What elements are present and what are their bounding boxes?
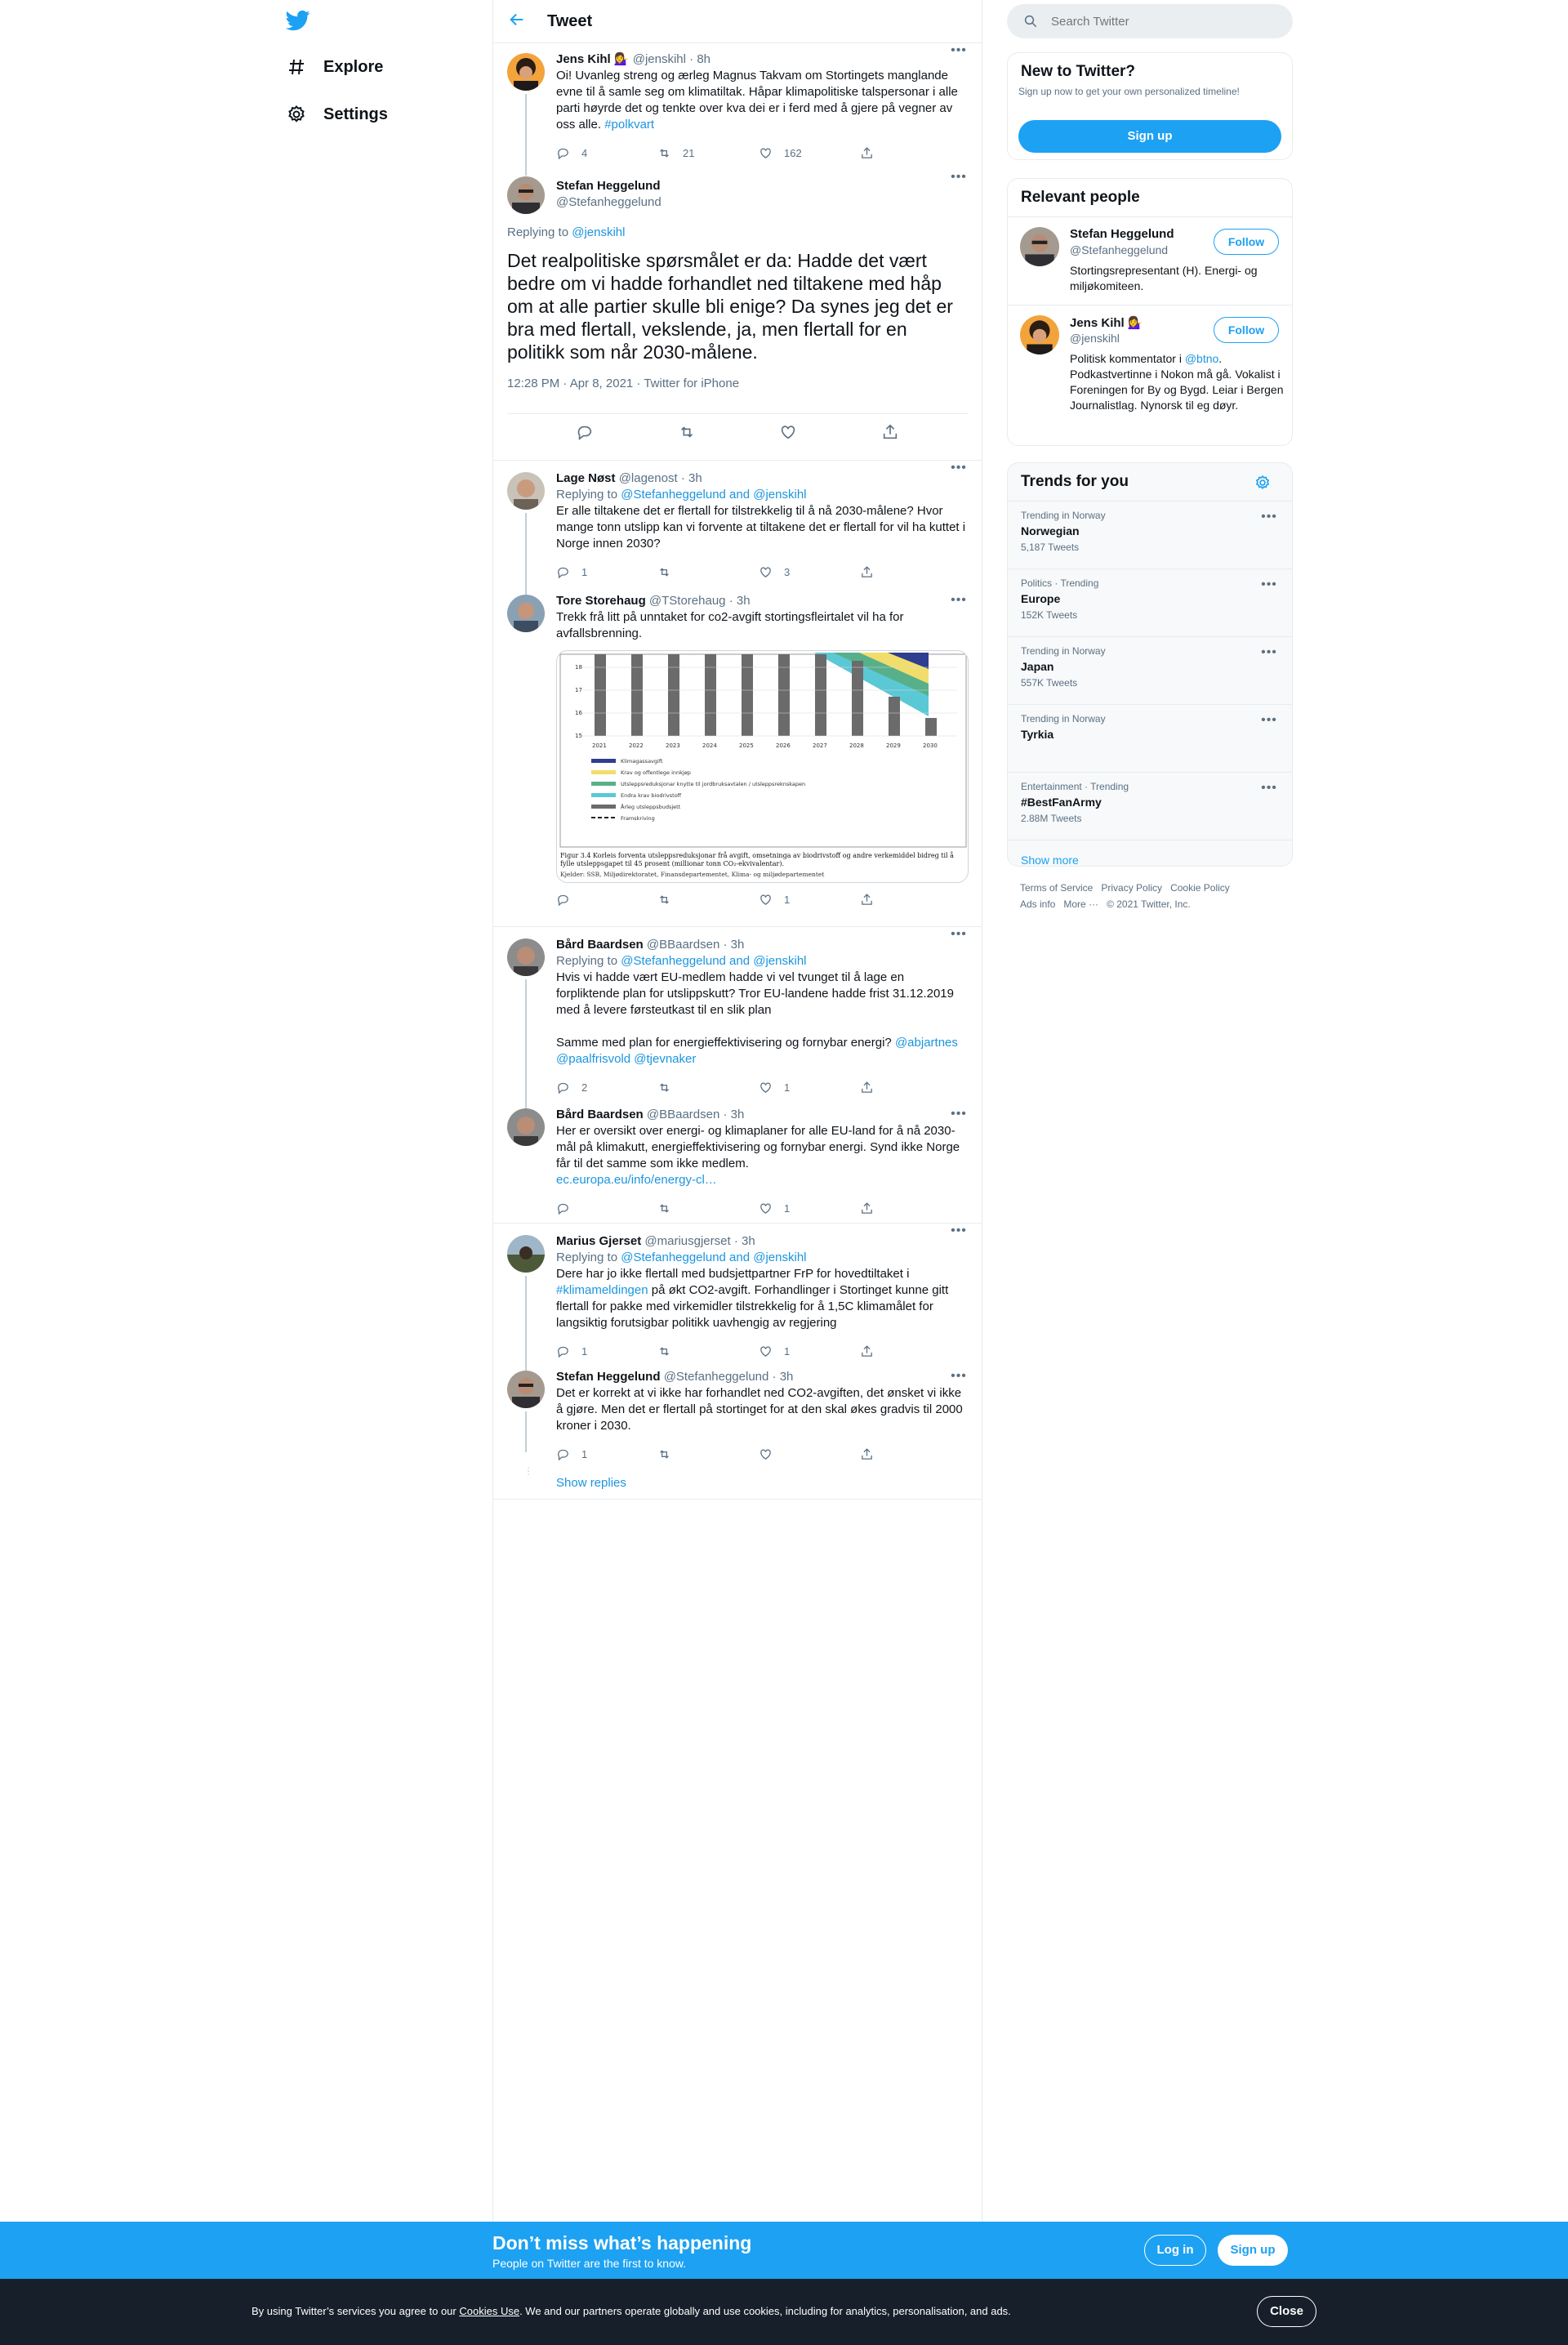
gear-icon [286,104,307,125]
twitter-logo-icon[interactable] [286,8,310,33]
more-options-icon[interactable]: ••• [951,1224,967,1237]
replying-to-link[interactable]: @Stefanheggelund and @jenskihl [621,954,807,968]
svg-text:2027: 2027 [813,742,827,749]
cookies-use-link[interactable]: Cookies Use [459,2305,520,2317]
avatar[interactable] [507,1108,545,1146]
trend-name: #BestFanArmy [1021,796,1102,809]
search-icon [1023,14,1038,29]
tweet-image[interactable] [556,650,969,883]
trend-count: 5,187 Tweets [1021,542,1080,553]
svg-text:Klimagassavgift: Klimagassavgift [621,758,663,765]
author-handle[interactable]: @mariusgjerset [644,1234,731,1248]
footer-links [1020,880,1281,912]
focus-tweet [493,170,982,461]
more-options-icon[interactable]: ••• [951,593,967,607]
external-link[interactable]: ec.europa.eu/info/energy-cl… [556,1173,717,1187]
retweet-button[interactable] [657,1081,759,1094]
svg-text:Årleg utsleppsbudsjett: Årleg utsleppsbudsjett [621,804,681,810]
trend-context: Trending in Norway [1021,713,1106,724]
retweet-button[interactable] [657,893,759,907]
signup-banner [0,2222,1568,2279]
author-handle[interactable]: @lagenost [618,471,678,485]
heart-icon [759,146,773,160]
settings-gear-icon[interactable] [1254,475,1271,495]
svg-text:15: 15 [575,733,582,739]
banner-subtitle: People on Twitter are the first to know. [492,2257,687,2270]
retweet-button[interactable] [657,1447,759,1461]
author-name[interactable]: Jens Kihl [556,52,611,66]
panel-title: Relevant people [1008,179,1292,217]
terms-link[interactable]: Terms of Service [1020,882,1094,894]
person-handle[interactable]: @Stefanheggelund [1070,243,1169,256]
svg-text:Endra krav biodrivstoff: Endra krav biodrivstoff [621,792,682,799]
share-button[interactable] [860,1344,961,1358]
svg-text:Framskriving: Framskriving [621,815,655,822]
tweet-time[interactable]: · 3h [728,594,751,608]
tweet-time[interactable]: · 3h [723,938,745,952]
reply-button[interactable]: 1 [556,1344,657,1358]
tweet-text: Samme med plan for energieffektivisering og fornybar energi? [556,1036,892,1050]
tweet-time[interactable]: · 3h [723,1108,745,1121]
hashtag-icon [286,56,307,78]
svg-text:Utsleppsreduksjonar knytte til: Utsleppsreduksjonar knytte til jordbruksavtalen / utsleppsreknskapen [621,781,806,787]
cookie-policy-link[interactable]: Cookie Policy [1170,882,1230,894]
more-options-icon[interactable]: ••• [951,1369,967,1383]
svg-text:18: 18 [575,664,582,671]
mention-link[interactable]: @paalfrisvold @tjevnaker [556,1052,697,1066]
more-options-icon[interactable]: ••• [951,461,967,475]
tweet-text: Dere har jo ikke flertall med budsjettpartner FrP for hovedtiltaket i [556,1267,910,1281]
tweet-text: Oi! Uvanleg streng og ærleg Magnus Takvam om Stortingets manglande evne til å samle seg om klimatiltak. Håpar klimapolitiske talspersonar i alle parti høyrde det og tenkte over kva dei er i ferd med å gjere på vegner av oss alle. [556,69,958,132]
author-name[interactable]: Marius Gjerset [556,1234,642,1248]
author-handle[interactable]: @TStorehaug [648,594,726,608]
banner-title: Don’t miss what’s happening [492,2232,752,2254]
retweet-icon[interactable] [678,423,696,441]
close-button[interactable]: Close [1257,2296,1316,2327]
svg-text:2029: 2029 [886,742,901,749]
new-to-twitter-panel [1007,52,1293,160]
panel-title: New to Twitter? [1021,63,1136,80]
share-button[interactable] [860,1201,961,1215]
avatar[interactable] [507,1371,545,1408]
share-button[interactable] [860,893,961,907]
more-options-icon[interactable]: ••• [951,1107,967,1121]
hashtag-link[interactable]: #polkvart [604,118,655,132]
show-replies-link[interactable]: Show replies [556,1476,626,1490]
thread-dots: ⋮ [523,1465,533,1477]
author-handle[interactable]: @Stefanheggelund [556,195,662,209]
retweet-button[interactable] [657,1344,759,1358]
tweet-text: Er alle tiltakene det er flertall for tilstrekkelig til å nå 2030-målene? Hvor mange tonn utslipp kan vi forvente at tiltakene det er flertall for vil ha kuttet i Norge innen 2030? [556,504,966,551]
sign-up-button[interactable]: Sign up [1218,2235,1288,2266]
more-options-icon[interactable]: ••• [1261,510,1277,524]
reply-button[interactable] [556,893,657,907]
page-header [493,0,982,43]
reply-button[interactable]: 1 [556,565,657,579]
panel-subtitle: Sign up now to get your own personalized timeline! [1018,86,1240,97]
author-name[interactable]: Stefan Heggelund [556,1370,661,1384]
author-handle[interactable]: @jenskihl [632,52,686,66]
trend-item[interactable] [1008,501,1292,568]
tweet-time[interactable]: · 3h [772,1370,794,1384]
author-name[interactable]: Lage Nøst [556,471,616,485]
share-button[interactable] [860,1081,961,1094]
share-button[interactable] [860,565,961,579]
trend-item[interactable] [1008,568,1292,636]
focus-tweet-text: Det realpolitiske spørsmålet er da: Hadde det vært bedre om vi hadde forhandlet ned tiltakene med håp om at alle partier skulle bli enige? Da synes jeg det er bra med flertall, vekslende, ja, men flertall for en politikk som når 2030-målene. [507,250,953,363]
replying-to-link[interactable]: @Stefanheggelund and @jenskihl [621,488,807,502]
trend-name: Japan [1021,660,1054,673]
author-handle[interactable]: @BBaardsen [646,1108,720,1121]
tweet-time[interactable]: · 3h [680,471,702,485]
svg-text:2028: 2028 [849,742,864,749]
reply-tweet[interactable] [493,1107,982,1224]
mention-link[interactable]: @abjartnes [894,1036,958,1050]
back-arrow-icon[interactable] [508,11,526,33]
avatar[interactable] [1020,315,1059,354]
avatar[interactable] [507,1235,545,1273]
like-button[interactable]: 3 [759,565,860,579]
author-name[interactable]: Bård Baardsen [556,1108,644,1121]
cookie-text: By using Twitter’s services you agree to our Cookies Use. We and our partners operate globally and use cookies, including for analytics, personalisation, and ads. [252,2305,1011,2317]
person-name[interactable]: Jens Kihl 💁‍♀️ [1070,316,1143,330]
replying-to-link[interactable]: @Stefanheggelund and @jenskihl [621,1251,807,1264]
svg-text:Krav og offentlege innkjøp: Krav og offentlege innkjøp [621,769,691,776]
trend-item[interactable] [1008,636,1292,704]
reply-tweet[interactable] [493,1369,982,1500]
trend-context: Entertainment · Trending [1021,781,1129,792]
tweet-text: Her er oversikt over energi- og klimaplaner for alle EU-land for å nå 2030-mål på klimakutt, energieffektivisering og fornybar energi. Synd ikke Norge får til det samme som ikke medlem. [556,1124,960,1170]
like-button[interactable]: 1 [759,1201,860,1215]
main-column [492,0,982,2222]
trend-item[interactable] [1008,704,1292,772]
tweet-time[interactable]: · 3h [733,1234,755,1248]
author-emoji: 💁‍♀️ [613,52,630,66]
log-in-button[interactable]: Log in [1144,2235,1206,2266]
more-options-icon[interactable]: ••• [951,927,967,941]
svg-text:2026: 2026 [776,742,791,749]
reply-button[interactable] [556,1201,657,1215]
search-box[interactable] [1007,4,1293,38]
more-options-icon[interactable]: ••• [1261,713,1277,727]
more-options-icon[interactable]: ••• [951,43,967,57]
more-options-icon[interactable]: ••• [951,170,967,184]
svg-text:17: 17 [575,687,582,693]
trend-context: Politics · Trending [1021,577,1099,589]
share-button[interactable] [860,1447,961,1461]
trend-item[interactable] [1008,772,1292,840]
author-name[interactable]: Tore Storehaug [556,594,646,608]
reply-icon[interactable] [576,423,594,441]
reply-button[interactable]: 1 [556,1447,657,1461]
like-button[interactable]: 1 [759,1081,860,1094]
chart-source: Kjelder: SSB, Miljødirektoratet, Finansdepartementet, Klima- og miljødepartementet [560,871,825,878]
tweet-text: Hvis vi hadde vært EU-medlem hadde vi vel tvunget til å lage en forpliktende plan for utslippskutt? Tror EU-landene hadde frist 31.12.2019 med å levere førsteutkast til en slik plan [556,970,954,1017]
emissions-chart-graphic [557,651,969,883]
trend-count: 2.88M Tweets [1021,813,1082,824]
heart-icon[interactable] [779,423,797,441]
share-button[interactable] [860,146,961,160]
page-title: Tweet [547,11,593,30]
tweet-text: Det er korrekt at vi ikke har forhandlet ned CO2-avgiften, det ønsket vi ikke å gjøre. Men det er flertall på stortinget for at den skal økes gradvis til 2000 kroner i 2030. [556,1386,963,1433]
reply-tweet[interactable] [493,927,982,1107]
replying-label: Replying to [556,488,618,502]
sign-up-button[interactable]: Sign up [1018,120,1281,153]
thread-line [525,94,527,176]
nav-settings[interactable] [286,98,388,131]
focus-actions [493,423,982,441]
more-options-icon[interactable]: ••• [1261,645,1277,659]
tweet-text: Trekk frå litt på unntaket for co2-avgift stortingsfleirtalet vil ha for avfallsbrenning. [556,610,904,640]
replying-to-link[interactable]: @jenskihl [572,225,626,239]
avatar[interactable] [507,938,545,976]
trend-context: Trending in Norway [1021,645,1106,657]
reply-button[interactable]: 2 [556,1081,657,1094]
like-button[interactable]: 1 [759,1344,860,1358]
parent-tweet[interactable] [493,43,982,170]
reply-icon [556,146,570,160]
trend-context: Trending in Norway [1021,510,1106,521]
bio-mention-link[interactable]: @btno [1184,352,1219,365]
author-handle[interactable]: @BBaardsen [646,938,720,952]
tweet-time[interactable]: · 8h [689,52,711,66]
more-options-icon[interactable]: ••• [1261,781,1277,795]
svg-text:2023: 2023 [666,742,680,749]
more-options-icon[interactable]: ••• [1261,577,1277,591]
like-button[interactable]: 162 [759,146,860,160]
retweet-button[interactable] [657,565,759,579]
replying-label: Replying to [556,954,618,968]
show-more-link[interactable]: Show more [1008,840,1292,880]
tweet-text: på økt CO2-avgift. Forhandlinger i Stortinget kunne gitt flertall for pakke med virkemidler tilstrekkelig for å 1,5C klimamålet for langsiktig forutsigbar politikk uavhengig av regjering [556,1283,949,1330]
retweet-icon [657,146,671,160]
trend-count: 152K Tweets [1021,609,1078,621]
svg-text:2030: 2030 [923,742,938,749]
person-name[interactable]: Stefan Heggelund [1070,227,1174,241]
author-name[interactable]: Stefan Heggelund [556,179,661,193]
retweet-button[interactable]: 21 [657,146,759,160]
tweet-timestamp[interactable]: 12:28 PM · Apr 8, 2021 · Twitter for iPhone [507,377,740,390]
nav-explore[interactable] [286,51,383,83]
person-bio: Stortingsrepresentant (H). Energi- og miljøkomiteen. [1070,264,1258,292]
author-name[interactable]: Bård Baardsen [556,938,644,952]
reply-tweet[interactable] [493,593,982,927]
cookie-banner [0,2279,1568,2345]
nav-explore-label: Explore [323,57,384,76]
svg-text:2024: 2024 [702,742,717,749]
reply-tweet[interactable] [493,461,982,593]
replying-label: Replying to [556,1251,618,1264]
author-handle[interactable]: @Stefanheggelund [663,1370,769,1384]
trend-name: Norwegian [1021,524,1080,537]
svg-text:16: 16 [575,710,582,716]
person-card[interactable] [1008,217,1292,305]
search-input[interactable] [1051,15,1263,29]
hashtag-link[interactable]: #klimameldingen [556,1283,648,1297]
replying-label: Replying to [507,225,569,239]
relevant-people-panel [1007,178,1293,446]
avatar[interactable] [507,595,545,632]
follow-button[interactable]: Follow [1214,229,1279,255]
avatar[interactable] [1020,227,1059,266]
avatar[interactable] [507,53,545,91]
trend-count: 557K Tweets [1021,677,1078,689]
ads-info-link[interactable]: Ads info [1020,898,1056,910]
svg-text:2022: 2022 [629,742,644,749]
trend-name: Tyrkia [1021,728,1054,741]
share-icon[interactable] [881,423,899,441]
chart-caption: Figur 3.4 Korleis forventa utsleppsreduksjonar frå avgift, omsetninga av biodrivstoff og andre verkemiddel bidreg til å fylle utsleppsgapet til 45 prosent (millionar tonn CO₂-ekvivalentar). [560,852,954,867]
svg-text:2021: 2021 [592,742,607,749]
trends-panel [1007,462,1293,867]
person-handle[interactable]: @jenskihl [1070,332,1120,345]
avatar[interactable] [507,176,545,214]
retweet-button[interactable] [657,1201,759,1215]
share-icon [860,146,874,160]
copyright-text: © 2021 Twitter, Inc. [1107,898,1191,910]
like-button[interactable]: 1 [759,893,860,907]
nav-settings-label: Settings [323,105,388,123]
tweet-actions [556,141,967,164]
panel-title: Trends for you [1021,473,1129,490]
avatar[interactable] [507,472,545,510]
svg-text:2025: 2025 [739,742,754,749]
reply-tweet[interactable] [493,1224,982,1369]
like-button[interactable] [759,1447,860,1461]
person-card[interactable] [1008,305,1292,443]
reply-button[interactable]: 4 [556,146,657,160]
follow-button[interactable]: Follow [1214,317,1279,343]
privacy-link[interactable]: Privacy Policy [1101,882,1163,894]
person-bio: Politisk kommentator i @btno. Podkastvertinne i Nokon må gå. Vokalist i Foreningen for By og Bygd. Leiar i Bergen Journalistlag. Nynorsk til eg døyr. [1070,352,1284,412]
more-link[interactable]: More ··· [1063,898,1099,910]
trend-name: Europe [1021,592,1061,605]
